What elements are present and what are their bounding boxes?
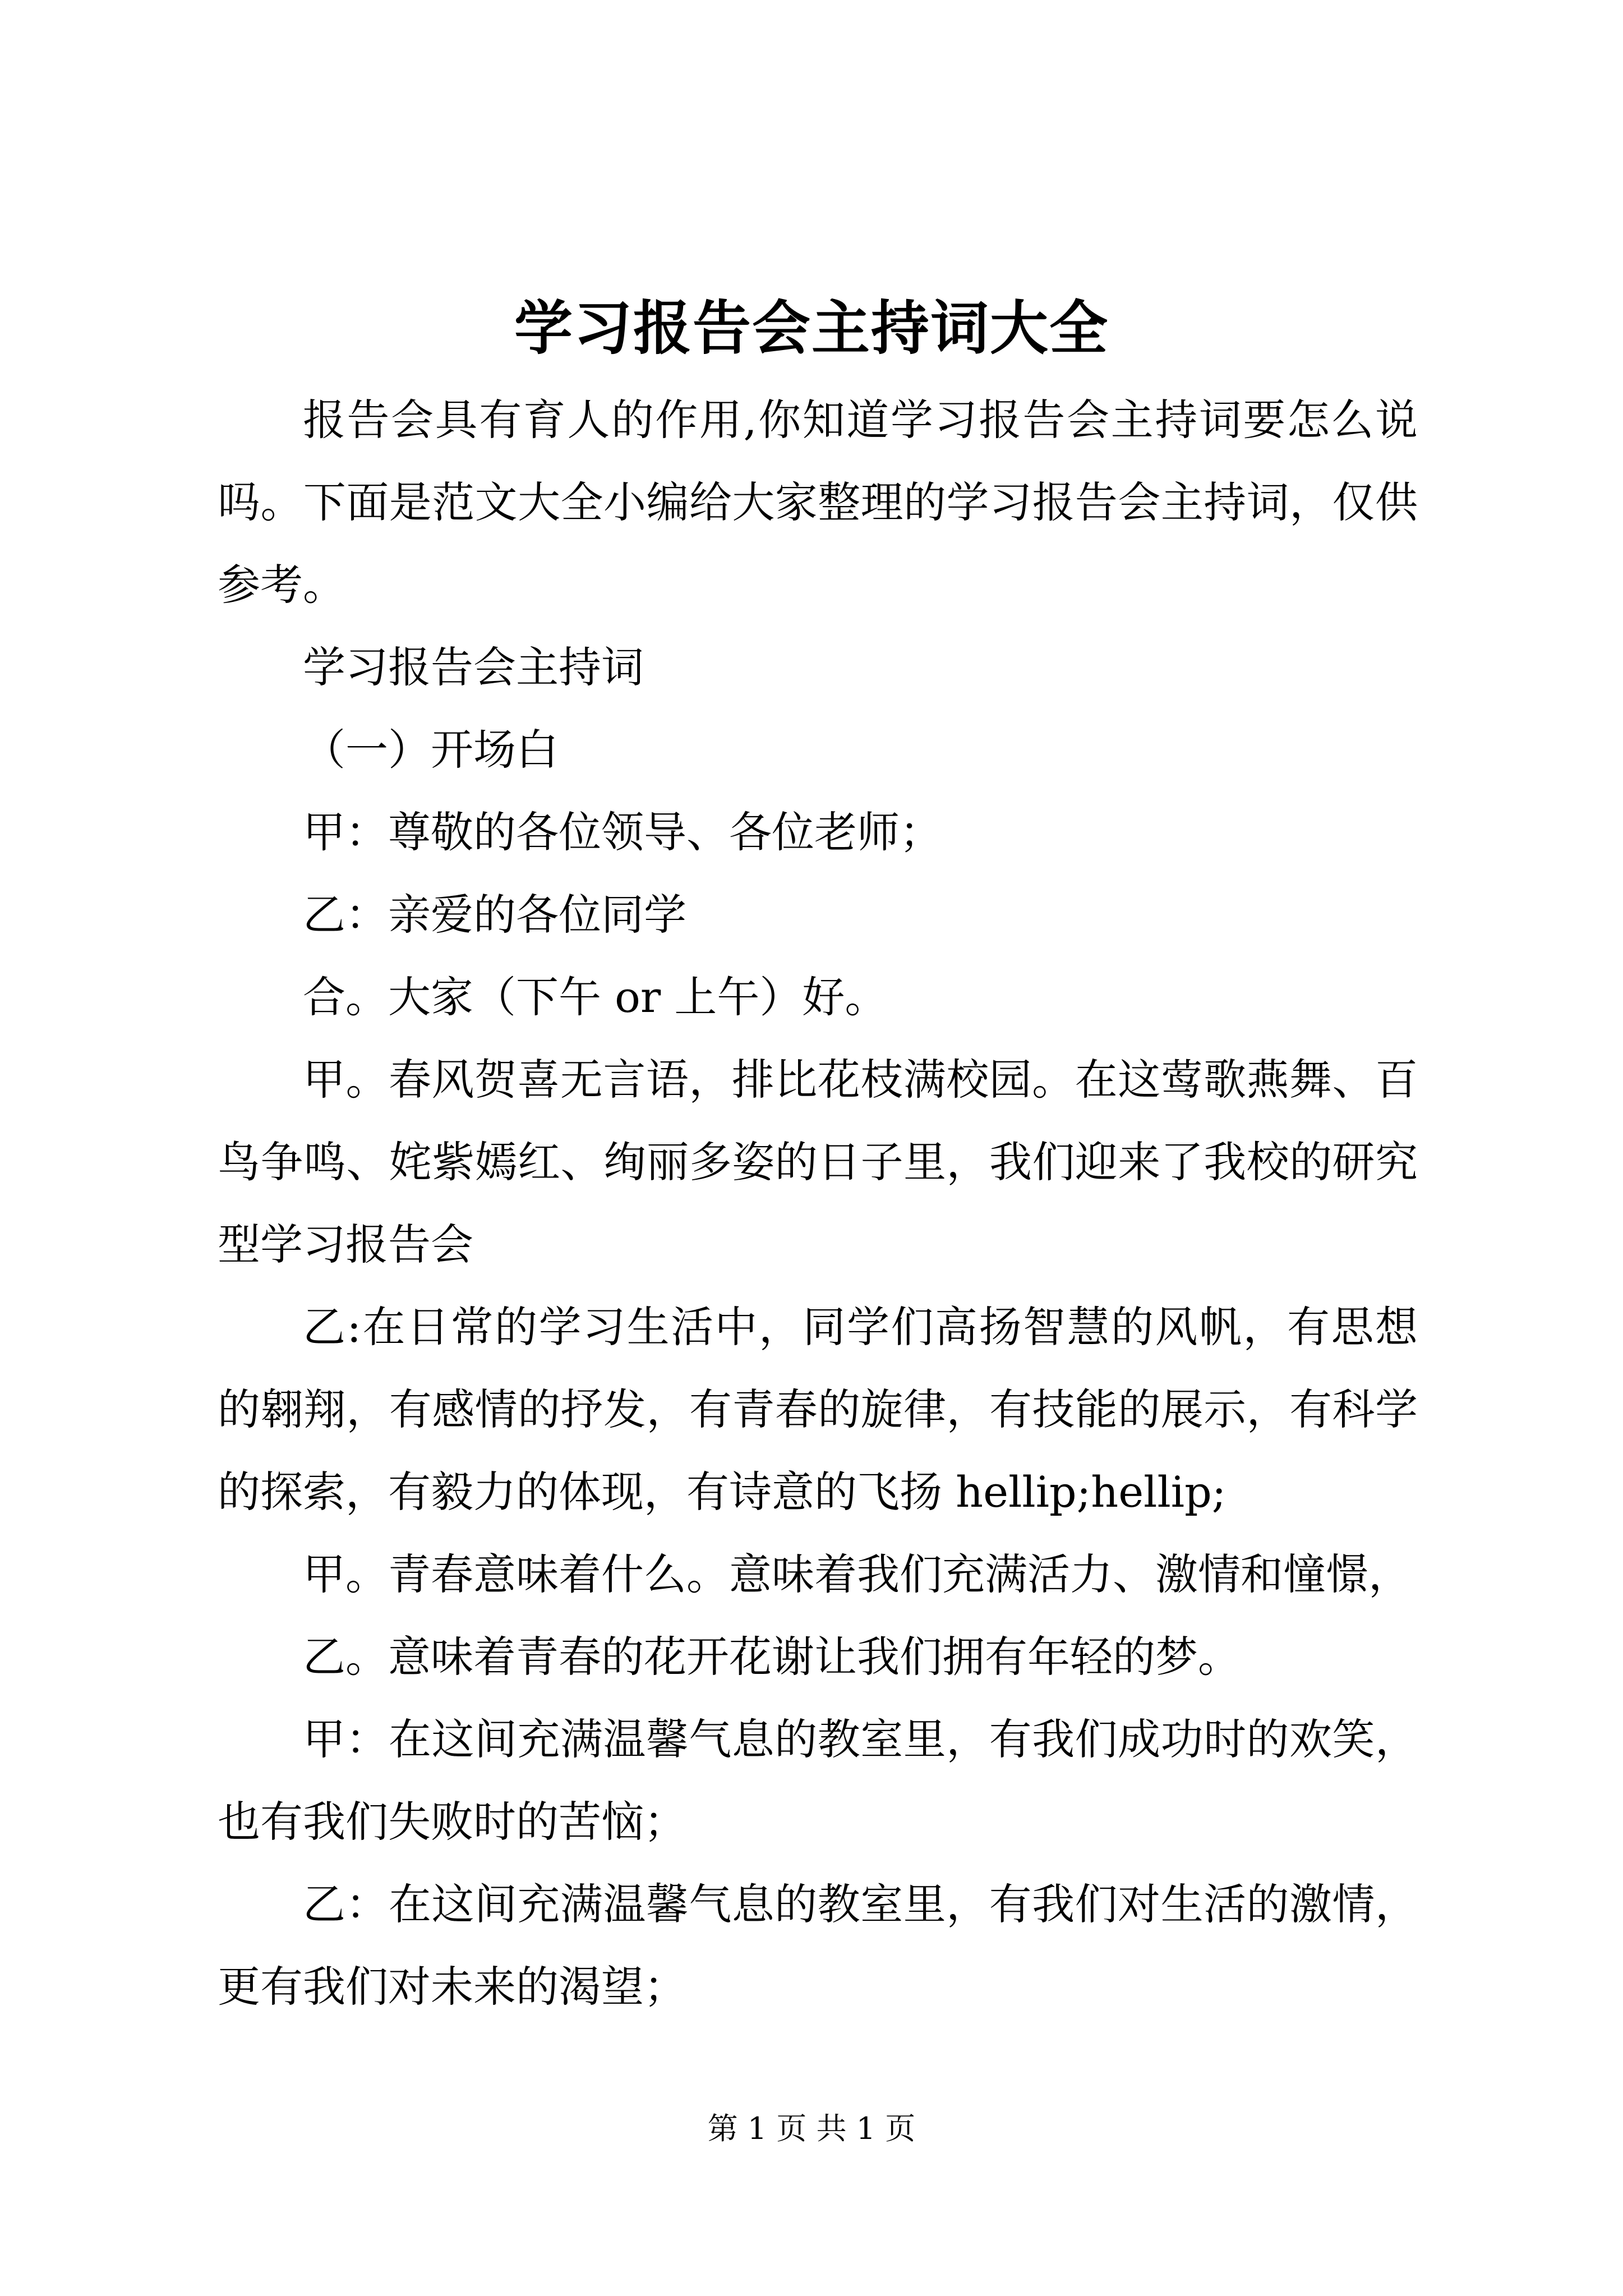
paragraph-line: 甲：在这间充满温馨气息的教室里，有我们成功时的欢笑，也有我们失败时的苦恼；: [218, 1714, 1418, 1847]
paragraph-line: 合。大家（下午 or 上午）好。: [303, 972, 888, 1022]
paragraph-line: 甲：尊敬的各位领导、各位老师；: [303, 807, 942, 857]
paragraph-line: 乙。意味着青春的花开花谢让我们拥有年轻的梦。: [303, 1632, 1241, 1682]
document-body: [218, 379, 1418, 2028]
paragraph-line: 甲。春风贺喜无言语，排比花枝满校园。在这莺歌燕舞、百鸟争鸣、姹紫嫣红、绚丽多姿的日子里，我们迎来了我校的研究型学习报告会: [218, 1055, 1418, 1269]
paragraph-heading: 学习报告会主持词: [303, 642, 644, 692]
paragraph-line: 甲。青春意味着什么。意味着我们充满活力、激情和憧憬，: [303, 1549, 1411, 1599]
document-title: 学习报告会主持词大全: [514, 293, 1109, 362]
paragraph-line: 乙：亲爱的各位同学: [303, 890, 686, 940]
paragraph-intro: 报告会具有育人的作用,你知道学习报告会主持词要怎么说吗。下面是范文大全小编给大家整理的学习报告会主持词，仅供参考。: [218, 395, 1418, 610]
paragraph-section-opening: （一）开场白: [303, 725, 559, 775]
paragraph-line: 乙:在日常的学习生活中，同学们高扬智慧的风帆，有思想的翱翔，有感情的抒发，有青春的旋律，有技能的展示，有科学的探索，有毅力的体现，有诗意的飞扬 hellip;hellip;: [218, 1302, 1418, 1517]
page-footer: 第 1 页 共 1 页: [707, 2111, 916, 2146]
paragraph-line: 乙：在这间充满温馨气息的教室里，有我们对生活的激情，更有我们对未来的渴望；: [218, 1879, 1418, 2012]
